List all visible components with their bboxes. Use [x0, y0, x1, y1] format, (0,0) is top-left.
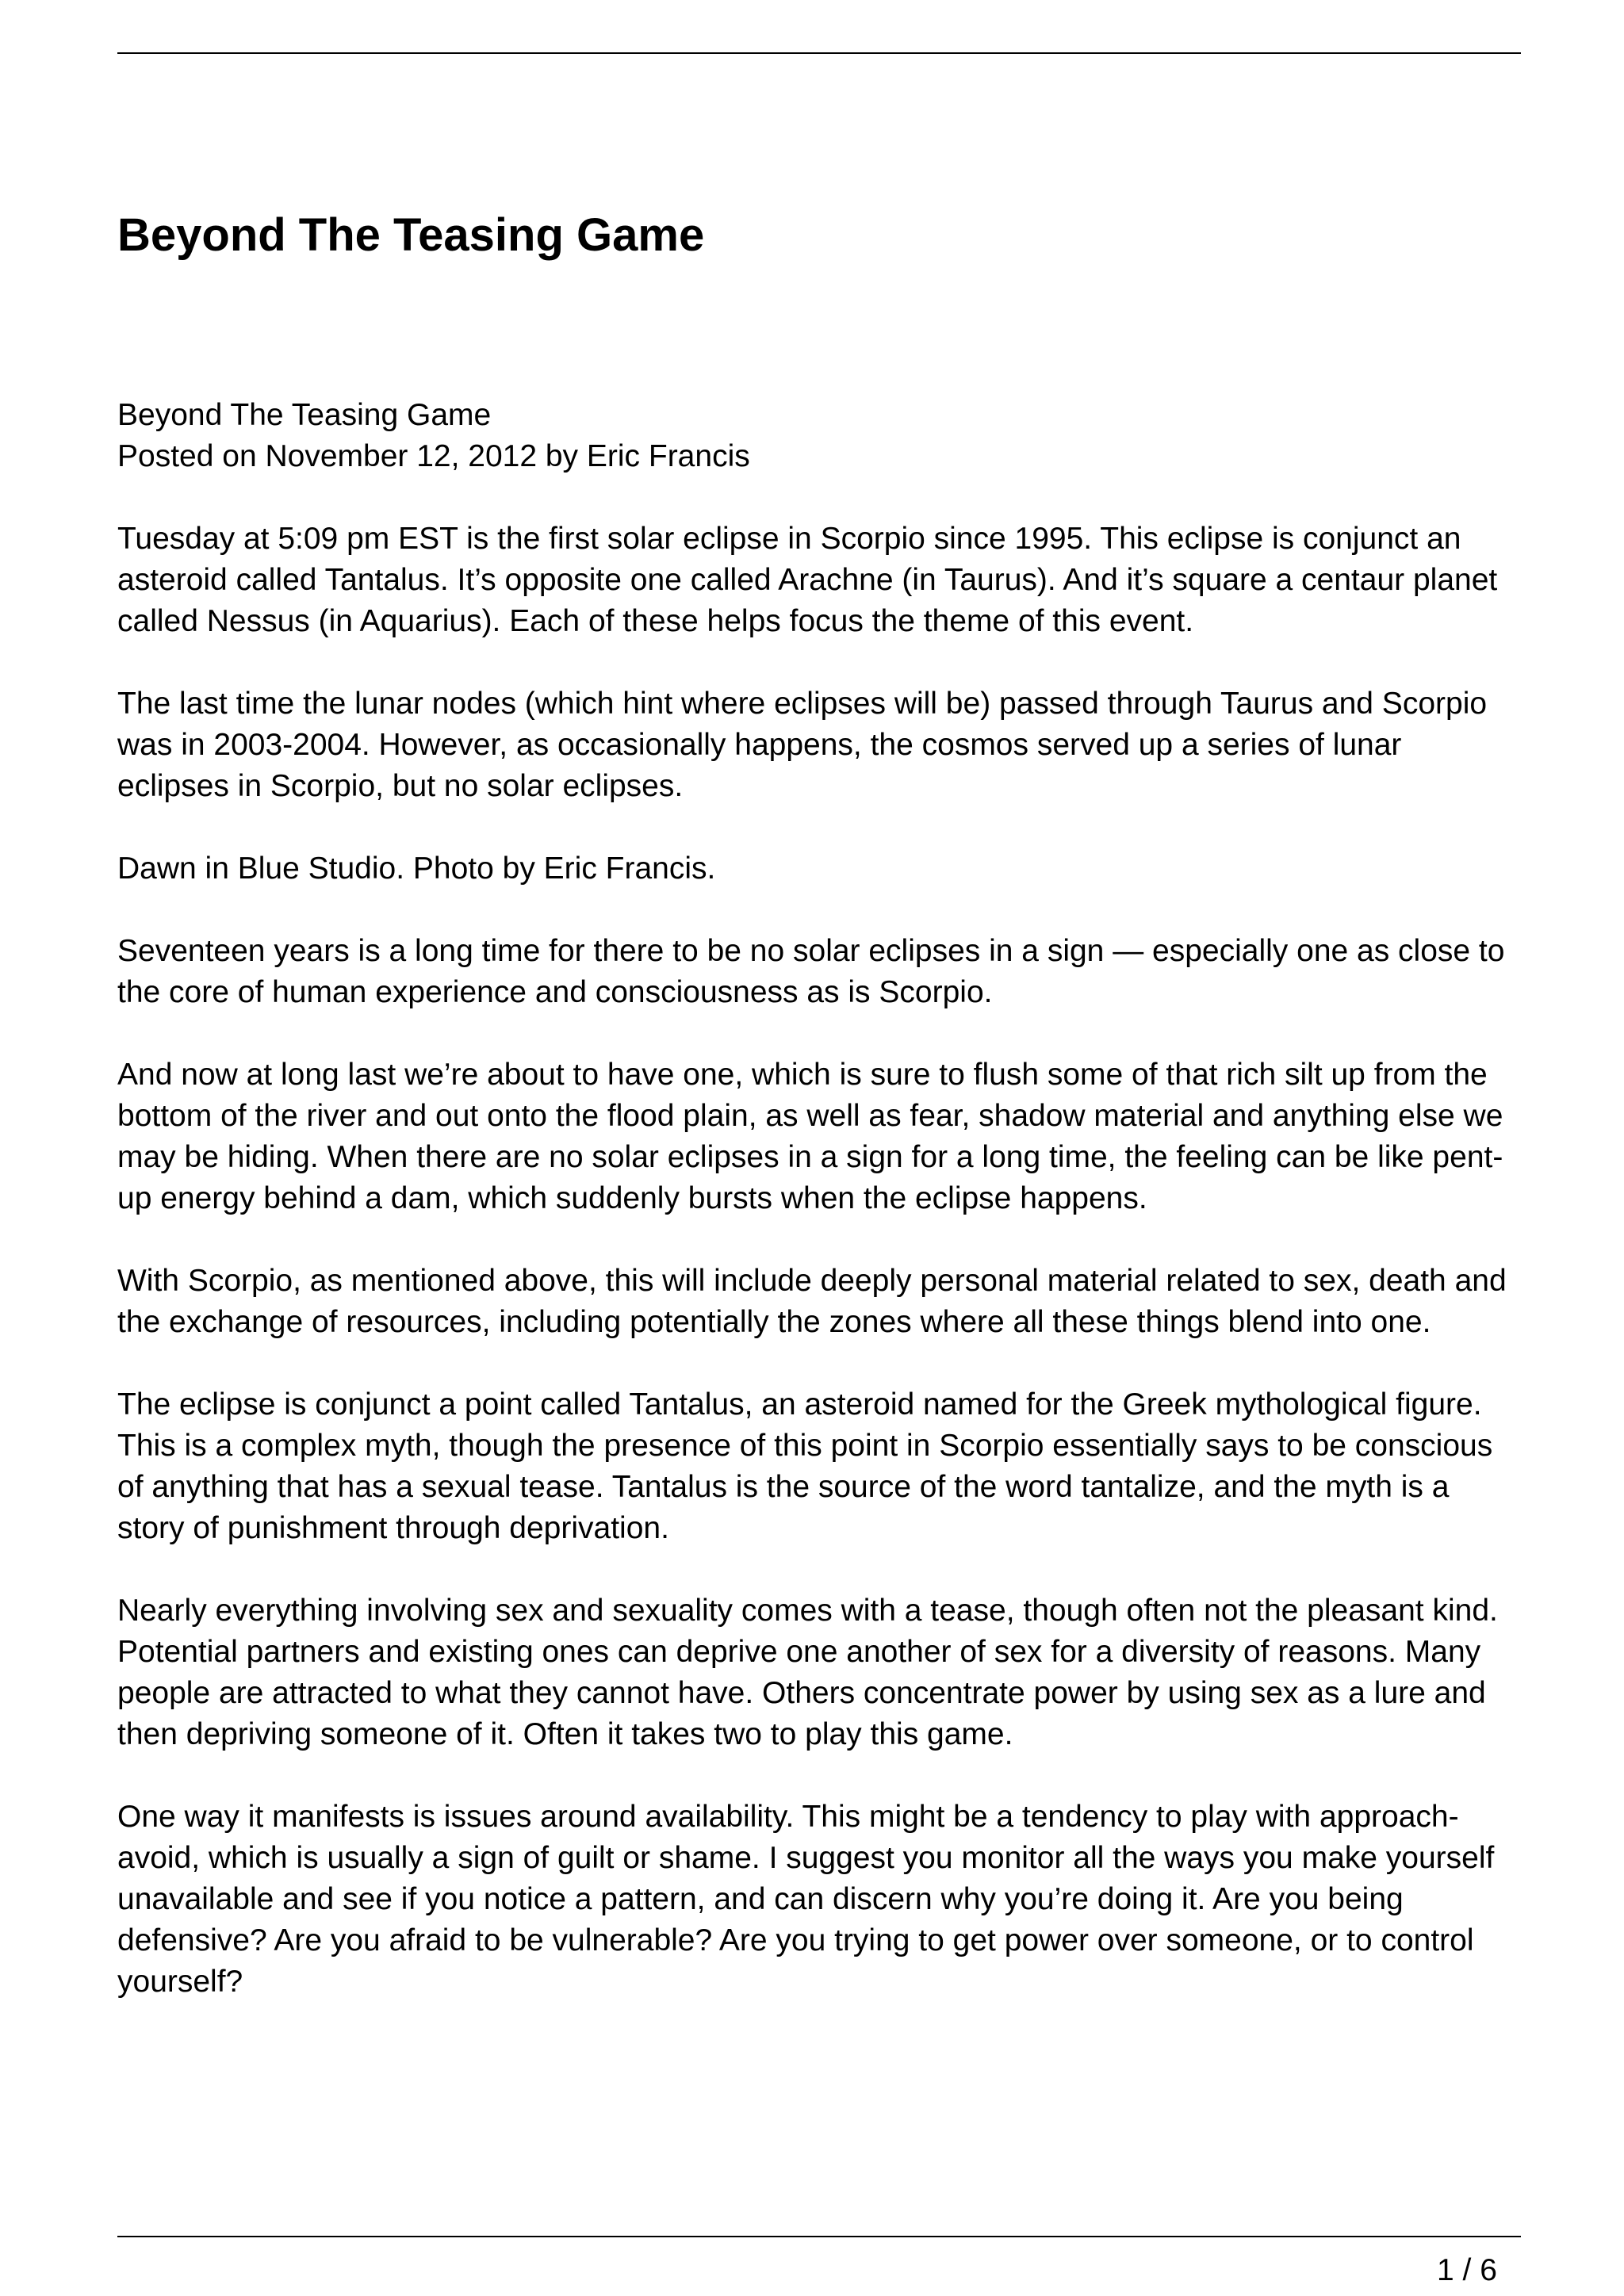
paragraph: The last time the lunar nodes (which hint where eclipses will be) passed through Taurus and Scorpio was in 2003-2004. However, as occasionally happens, the cosmos served up a series of lunar eclipses in Scorpio, but no solar eclipses. [117, 687, 1488, 803]
document-title: Beyond The Teasing Game [117, 209, 705, 261]
page-number: 1 / 6 [1437, 2253, 1497, 2287]
paragraph: One way it manifests is issues around availability. This might be a tendency to play with approach-avoid, which is usually a sign of guilt or shame. I suggest you monitor all the ways you make yourself unavailable and see if you notice a pattern, and can discern why you’re doing it. Are you being defensive? Are you afraid to be vulnerable? Are you trying to get power over someone, or to control yourself? [117, 1800, 1495, 1999]
paragraph: Seventeen years is a long time for there to be no solar eclipses in a sign — especially one as close to the core of human experience and consciousness as is Scorpio. [117, 934, 1505, 1009]
paragraph: With Scorpio, as mentioned above, this will include deeply personal material related to sex, death and the exchange of resources, including potentially the zones where all these things blend into one. [117, 1264, 1507, 1339]
article-body [117, 395, 1521, 2044]
photo-caption: Dawn in Blue Studio. Photo by Eric Francis. [117, 851, 716, 886]
footer-rule [117, 2236, 1521, 2237]
paragraph: Nearly everything involving sex and sexuality comes with a tease, though often not the pleasant kind. Potential partners and existing ones can deprive one another of sex for a diversity of reasons. Many people are attracted to what they cannot have. Others concentrate power by using sex as a lure and then depriving someone of it. Often it takes two to play this game. [117, 1594, 1498, 1751]
header-rule [117, 52, 1521, 54]
paragraph: The eclipse is conjunct a point called Tantalus, an asteroid named for the Greek mythological figure. This is a complex myth, though the presence of this point in Scorpio essentially says to be conscious of anything that has a sexual tease. Tantalus is the source of the word tantalize, and the myth is a story of punishment through deprivation. [117, 1387, 1493, 1545]
post-byline: Posted on November 12, 2012 by Eric Francis [117, 439, 750, 473]
post-meta [117, 395, 1521, 477]
post-subtitle: Beyond The Teasing Game [117, 398, 492, 432]
paragraph: And now at long last we’re about to have one, which is sure to flush some of that rich silt up from the bottom of the river and out onto the flood plain, as well as fear, shadow material and anything else we may be hiding. When there are no solar eclipses in a sign for a long time, the feeling can be like pent-up energy behind a dam, which suddenly bursts when the eclipse happens. [117, 1058, 1503, 1215]
paragraph: Tuesday at 5:09 pm EST is the first solar eclipse in Scorpio since 1995. This eclipse is conjunct an asteroid called Tantalus. It’s opposite one called Arachne (in Taurus). And it’s square a centaur planet called Nessus (in Aquarius). Each of these helps focus the theme of this event. [117, 522, 1498, 638]
